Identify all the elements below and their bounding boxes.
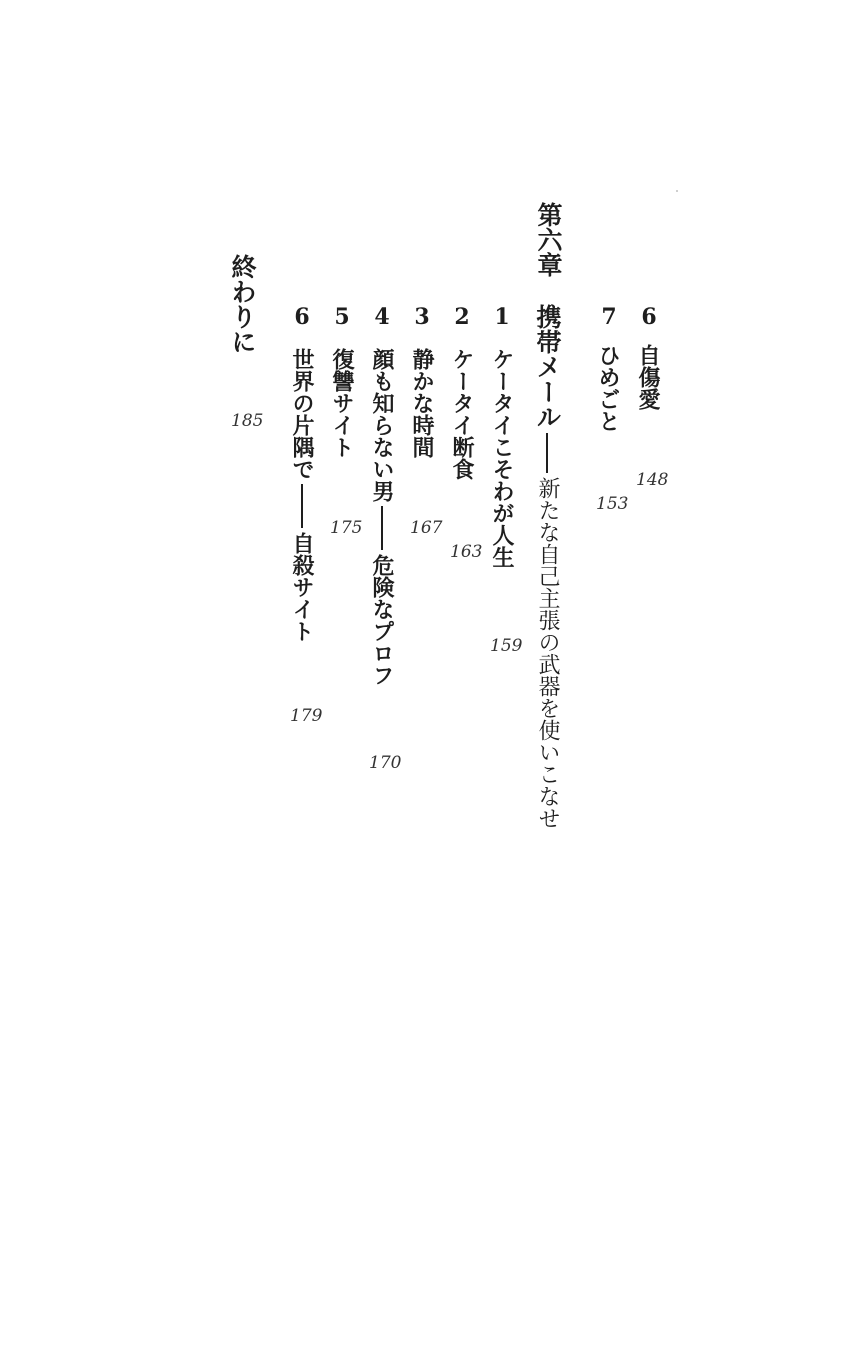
- entry-number: 1: [494, 304, 510, 330]
- paper-speck: [676, 190, 678, 192]
- chapter-title-column: [535, 304, 560, 829]
- entry-title: 世界の片隅で: [289, 348, 315, 480]
- page-number: 179: [290, 706, 323, 726]
- ending-title: 終わりに: [228, 254, 257, 354]
- entry-subtitle: 自殺サイト: [289, 532, 315, 642]
- chapter-label: 第六章: [534, 202, 563, 277]
- page-number: 159: [490, 636, 523, 656]
- page-number: 185: [231, 411, 264, 431]
- entry-title: ケータイこそわが人生: [489, 348, 515, 568]
- entry-number: 5: [334, 304, 350, 330]
- entry-title: 静かな時間: [409, 348, 435, 458]
- entry-title-column: [371, 348, 393, 686]
- entry-title: ひめごと: [595, 344, 621, 432]
- entry-title: 顔も知らない男: [369, 348, 395, 502]
- entry-number: 6: [294, 304, 310, 330]
- entry-subtitle: 危険なプロフ: [369, 554, 395, 686]
- page-number: 170: [369, 753, 402, 773]
- entry-number: 6: [641, 304, 657, 330]
- page-number: 153: [596, 494, 629, 514]
- entry-number: 3: [414, 304, 430, 330]
- em-dash: [301, 484, 303, 528]
- entry-title-column: [291, 348, 313, 642]
- chapter-title: 携帯メール: [533, 304, 562, 429]
- entry-number: 7: [601, 304, 617, 330]
- entry-title: ケータイ断食: [449, 348, 475, 480]
- em-dash: [381, 506, 383, 550]
- page-number: 163: [450, 542, 483, 562]
- em-dash: [546, 433, 548, 473]
- entry-number: 4: [374, 304, 390, 330]
- page-number: 148: [636, 470, 669, 490]
- page-number: 175: [330, 518, 363, 538]
- entry-number: 2: [454, 304, 470, 330]
- entry-title: 復讐サイト: [329, 348, 355, 458]
- entry-title: 自傷愛: [635, 344, 661, 410]
- chapter-subtitle: 新たな自己主張の武器を使いこなせ: [535, 477, 560, 829]
- page-number: 167: [410, 518, 443, 538]
